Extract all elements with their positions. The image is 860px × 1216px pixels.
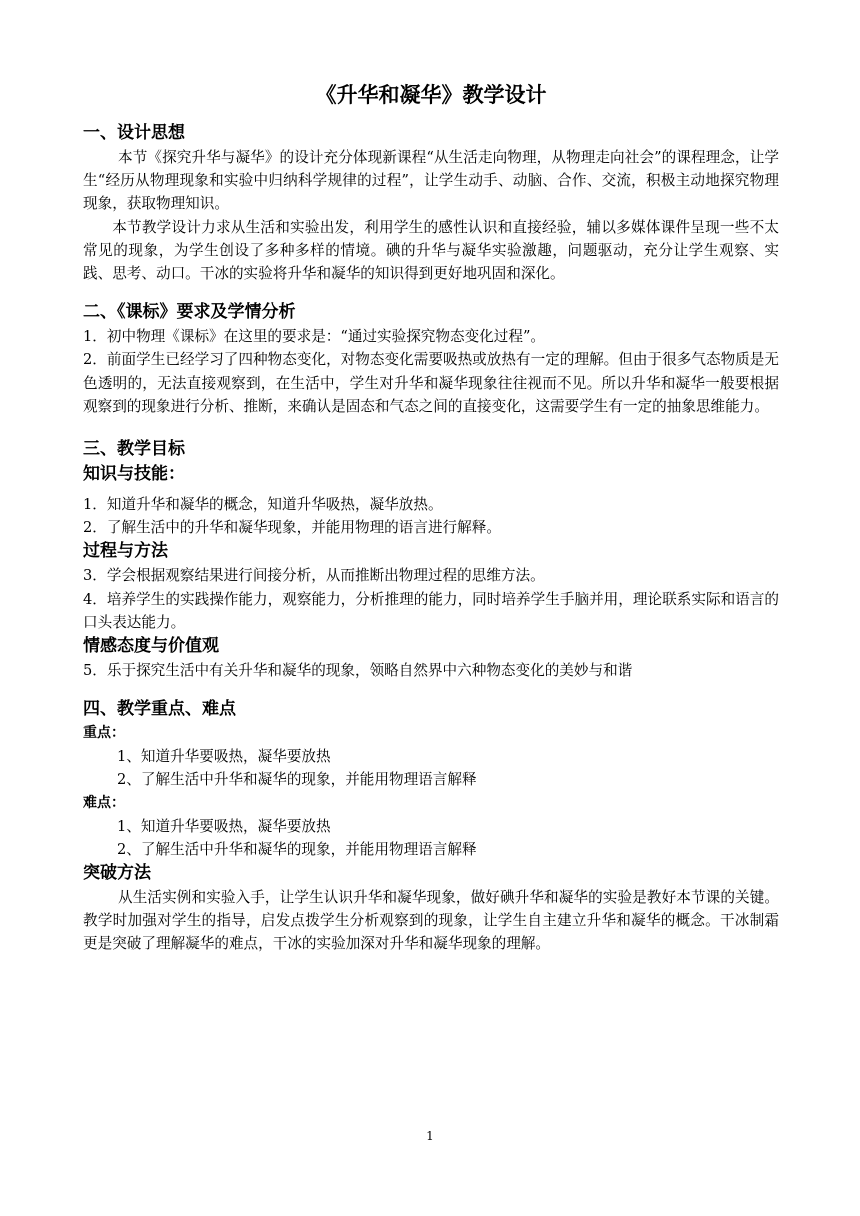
subheading-process-method: 过程与方法: [83, 541, 168, 562]
section-heading-design-idea: 一、设计思想: [83, 123, 185, 143]
label-difficult-points: 难点：: [83, 794, 125, 811]
goal-item-3: 3．学会根据观察结果进行间接分析，从而推断出物理过程的思维方法。: [83, 567, 545, 585]
subheading-breakthrough-method: 突破方法: [83, 863, 151, 884]
section-heading-curriculum-analysis: 二、《课标》要求及学情分析: [83, 302, 296, 323]
paragraph-curriculum-1: 1．初中物理《课标》在这里的要求是：“通过实验探究物态变化过程”。: [83, 328, 546, 346]
key-point-1: 1、知道升华要吸热，凝华要放热: [117, 748, 331, 766]
label-key-points: 重点：: [83, 725, 125, 742]
key-point-2: 2、了解生活中升华和凝华的现象，并能用物理语言解释: [117, 771, 477, 789]
section-heading-teaching-goals: 三、教学目标: [83, 439, 185, 460]
paragraph-design-idea-1: 本节《探究升华与凝华》的设计充分体现新课程“从生活走向物理，从物理走向社会”的课程理念，让学生“经历从物理现象和实验中归纳科学规律的过程”，让学生动手、动脑、合作、交流，积极主动地探究物理现象，获取物理知识。: [83, 149, 779, 213]
section-heading-key-difficult: 四、教学重点、难点: [83, 699, 236, 720]
paragraph-breakthrough-method: 从生活实例和实验入手，让学生认识升华和凝华现象，做好碘升华和凝华的实验是教好本节课的关键。教学时加强对学生的指导，启发点拨学生分析观察到的现象，让学生自主建立升华和凝华的概念。干冰制霜更是突破了理解凝华的难点，干冰的实验加深对升华和凝华现象的理解。: [83, 889, 779, 953]
goal-item-5: 5．乐于探究生活中有关升华和凝华的现象，领略自然界中六种物态变化的美妙与和谐: [83, 662, 633, 680]
difficult-point-2: 2、了解生活中升华和凝华的现象，并能用物理语言解释: [117, 840, 477, 858]
difficult-point-1: 1、知道升华要吸热，凝华要放热: [117, 817, 331, 835]
goal-item-2: 2．了解生活中的升华和凝华现象，并能用物理的语言进行解释。: [83, 519, 501, 537]
subheading-emotion-values: 情感态度与价值观: [83, 636, 219, 657]
paragraph-curriculum-2: 2．前面学生已经学习了四种物态变化，对物态变化需要吸热或放热有一定的理解。但由于很多气态物质是无色透明的，无法直接观察到，在生活中，学生对升华和凝华现象往往视而不见。所以升华和凝华一般要根据观察到的现象进行分析、推断，来确认是固态和气态之间的直接变化，这需要学生有一定的抽象思维能力。: [83, 351, 779, 415]
goal-item-4: 4．培养学生的实践操作能力，观察能力，分析推理的能力，同时培养学生手脑并用，理论联系实际和语言的口头表达能力。: [83, 590, 779, 631]
subheading-knowledge-skills: 知识与技能：: [83, 464, 185, 485]
goal-item-1: 1．知道升华和凝华的概念，知道升华吸热，凝华放热。: [83, 496, 443, 514]
paragraph-design-idea-2: 本节教学设计力求从生活和实验出发，利用学生的感性认识和直接经验，辅以多媒体课件呈现一些不太常见的现象，为学生创设了多种多样的情境。碘的升华与凝华实验激趣，问题驱动，充分让学生观察、实践、思考、动口。干冰的实验将升华和凝华的知识得到更好地巩固和深化。: [83, 218, 779, 283]
document-title: 《升华和凝华》教学设计: [315, 83, 547, 107]
document-content: [83, 80, 779, 956]
page-number: 1: [426, 1129, 434, 1143]
